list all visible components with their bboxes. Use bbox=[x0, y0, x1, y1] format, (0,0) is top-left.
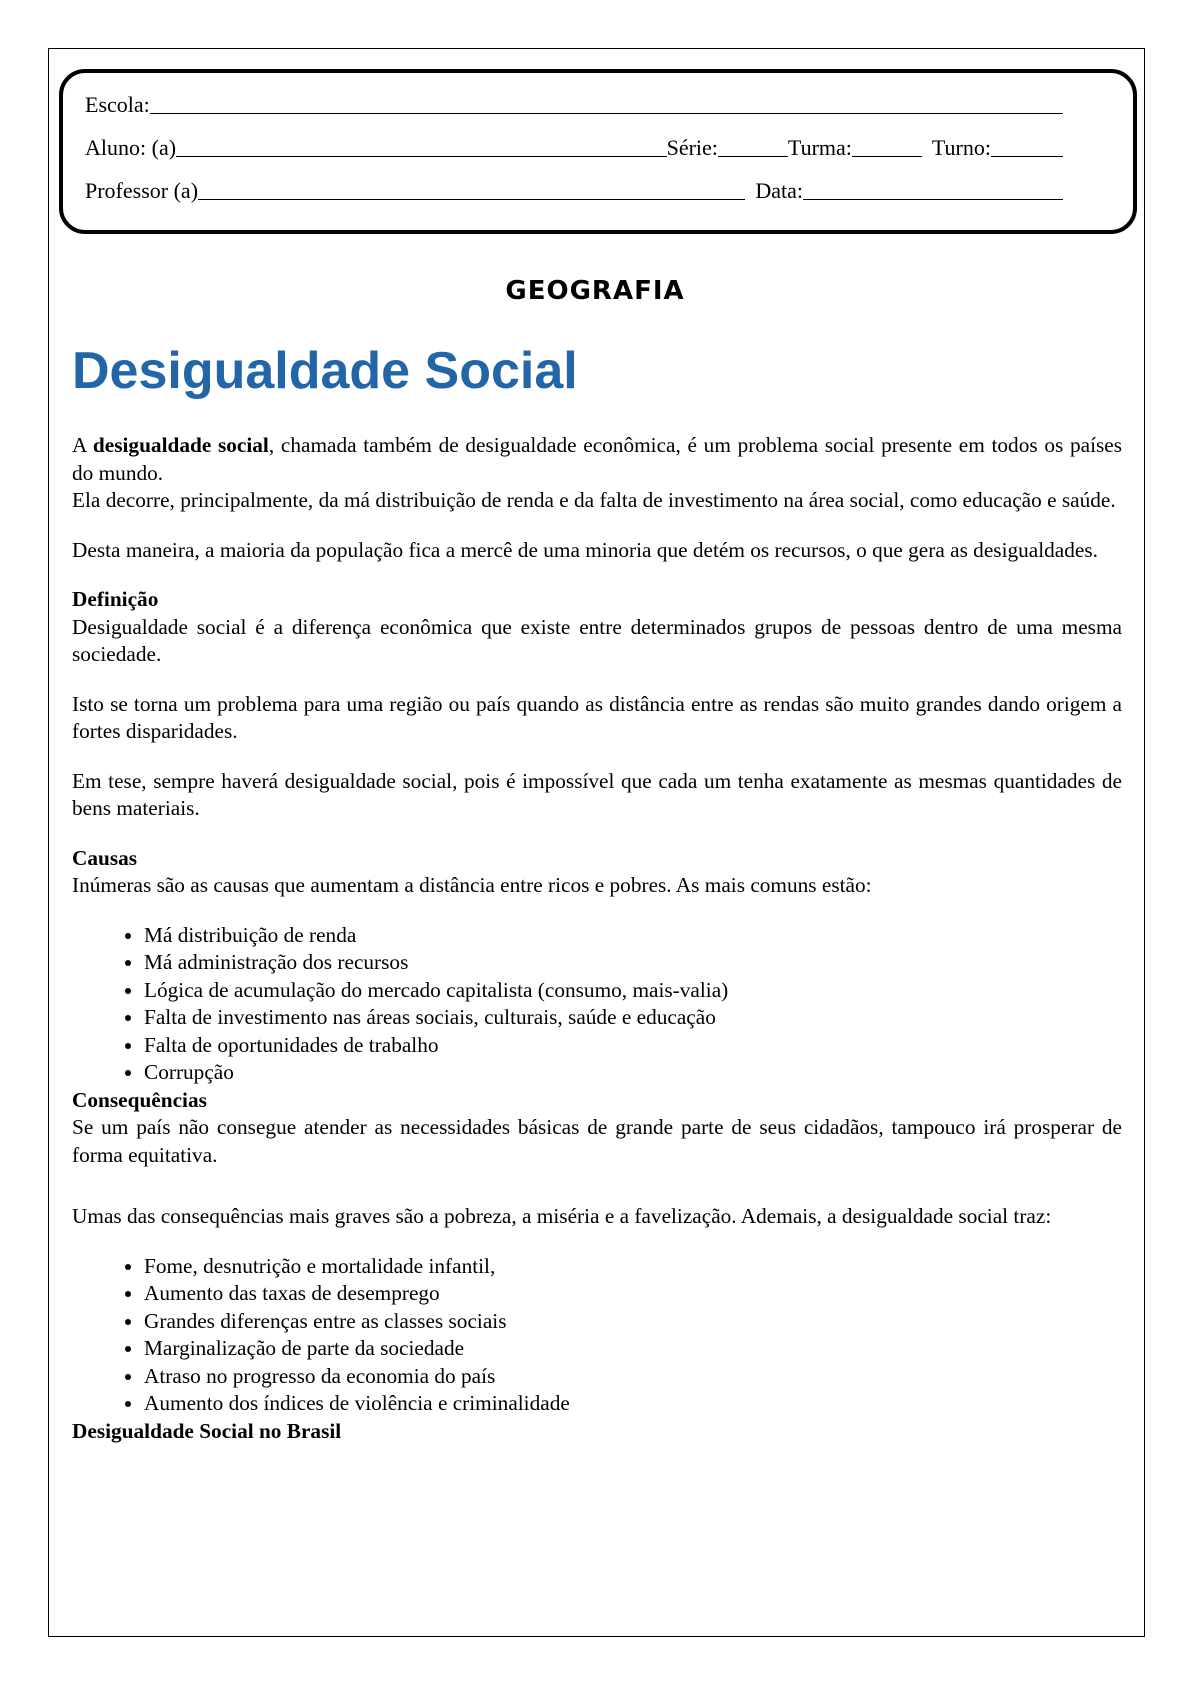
consequencias-paragraph-2: Umas das consequências mais graves são a pobreza, a miséria e a favelização. Ademais, a desigualdade social traz: bbox=[72, 1204, 1052, 1228]
list-item: • Atraso no progresso da economia do país bbox=[144, 1363, 1122, 1391]
list-item: • Má administração dos recursos bbox=[144, 949, 1122, 977]
escola-row bbox=[85, 92, 1063, 118]
list-item: • Fome, desnutrição e mortalidade infantil, bbox=[144, 1253, 1122, 1281]
definicao-paragraph-3: Em tese, sempre haverá desigualdade social, pois é impossível que cada um tenha exatamente as mesmas quantidades de bens materiais. bbox=[72, 768, 1122, 820]
causas-intro: Inúmeras são as causas que aumentam a distância entre ricos e pobres. As mais comuns estão: bbox=[72, 873, 872, 897]
list-item: • Falta de investimento nas áreas sociais, culturais, saúde e educação bbox=[144, 1004, 1122, 1032]
consequencias-heading: Consequências bbox=[72, 1087, 207, 1112]
consequencias-list bbox=[72, 1253, 1122, 1418]
list-item: • Aumento dos índices de violência e criminalidade bbox=[144, 1390, 1122, 1418]
subject-heading: GEOGRAFIA bbox=[505, 276, 685, 306]
turma-label: Turma: bbox=[787, 135, 852, 160]
intro-bold-term: desigualdade social bbox=[92, 433, 269, 457]
escola-field[interactable] bbox=[150, 113, 1063, 114]
intro-rest: , chamada também de desigualdade econômica, é um problema social presente em todos os países do mundo. bbox=[72, 433, 1123, 485]
intro-paragraph-1 bbox=[72, 432, 1122, 487]
list-item: • Corrupção bbox=[144, 1059, 1122, 1087]
list-item: • Marginalização de parte da sociedade bbox=[144, 1335, 1122, 1363]
article-body bbox=[72, 432, 1122, 1445]
serie-field[interactable] bbox=[718, 156, 788, 157]
causas-list bbox=[72, 922, 1122, 1087]
causas-heading: Causas bbox=[72, 845, 138, 870]
data-label: Data: bbox=[755, 178, 803, 203]
definicao-paragraph-1: Desigualdade social é a diferença econômica que existe entre determinados grupos de pessoas dentro de uma mesma sociedade. bbox=[72, 614, 1122, 666]
intro-paragraph-3: Desta maneira, a maioria da população fica a mercê de uma minoria que detém os recursos, o que gera as desigualdades. bbox=[72, 537, 1098, 562]
turno-label: Turno: bbox=[931, 135, 991, 160]
list-item: • Aumento das taxas de desemprego bbox=[144, 1280, 1122, 1308]
student-info-box bbox=[59, 69, 1137, 234]
aluno-row bbox=[85, 135, 1063, 161]
list-item: • Lógica de acumulação do mercado capitalista (consumo, mais-valia) bbox=[144, 977, 1122, 1005]
consequencias-paragraph-1: Se um país não consegue atender as necessidades básicas de grande parte de seus cidadãos, tampouco irá prosperar de forma equitativa. bbox=[72, 1115, 1122, 1167]
escola-label: Escola: bbox=[85, 92, 150, 117]
list-item: • Grandes diferenças entre as classes sociais bbox=[144, 1308, 1122, 1336]
list-item: • Má distribuição de renda bbox=[144, 922, 1122, 950]
data-field[interactable] bbox=[803, 199, 1063, 200]
professor-label: Professor (a) bbox=[85, 178, 199, 203]
serie-label: Série: bbox=[666, 135, 718, 160]
definicao-paragraph-2: Isto se torna um problema para uma região ou país quando as distância entre as rendas são muito grandes dando origem a fortes disparidades. bbox=[72, 691, 1122, 743]
turno-field[interactable] bbox=[991, 156, 1063, 157]
aluno-label: Aluno: (a) bbox=[85, 135, 177, 160]
list-item: • Falta de oportunidades de trabalho bbox=[144, 1032, 1122, 1060]
professor-row bbox=[85, 178, 1063, 204]
professor-field[interactable] bbox=[198, 199, 745, 200]
aluno-field[interactable] bbox=[176, 156, 667, 157]
definicao-heading: Definição bbox=[72, 587, 159, 611]
page-title: Desigualdade Social bbox=[72, 342, 578, 400]
intro-paragraph-2: Ela decorre, principalmente, da má distribuição de renda e da falta de investimento na área social, como educação e saúde. bbox=[72, 488, 1116, 512]
intro-prefix: A bbox=[72, 433, 93, 457]
turma-field[interactable] bbox=[852, 156, 922, 157]
brasil-heading: Desigualdade Social no Brasil bbox=[72, 1418, 342, 1443]
